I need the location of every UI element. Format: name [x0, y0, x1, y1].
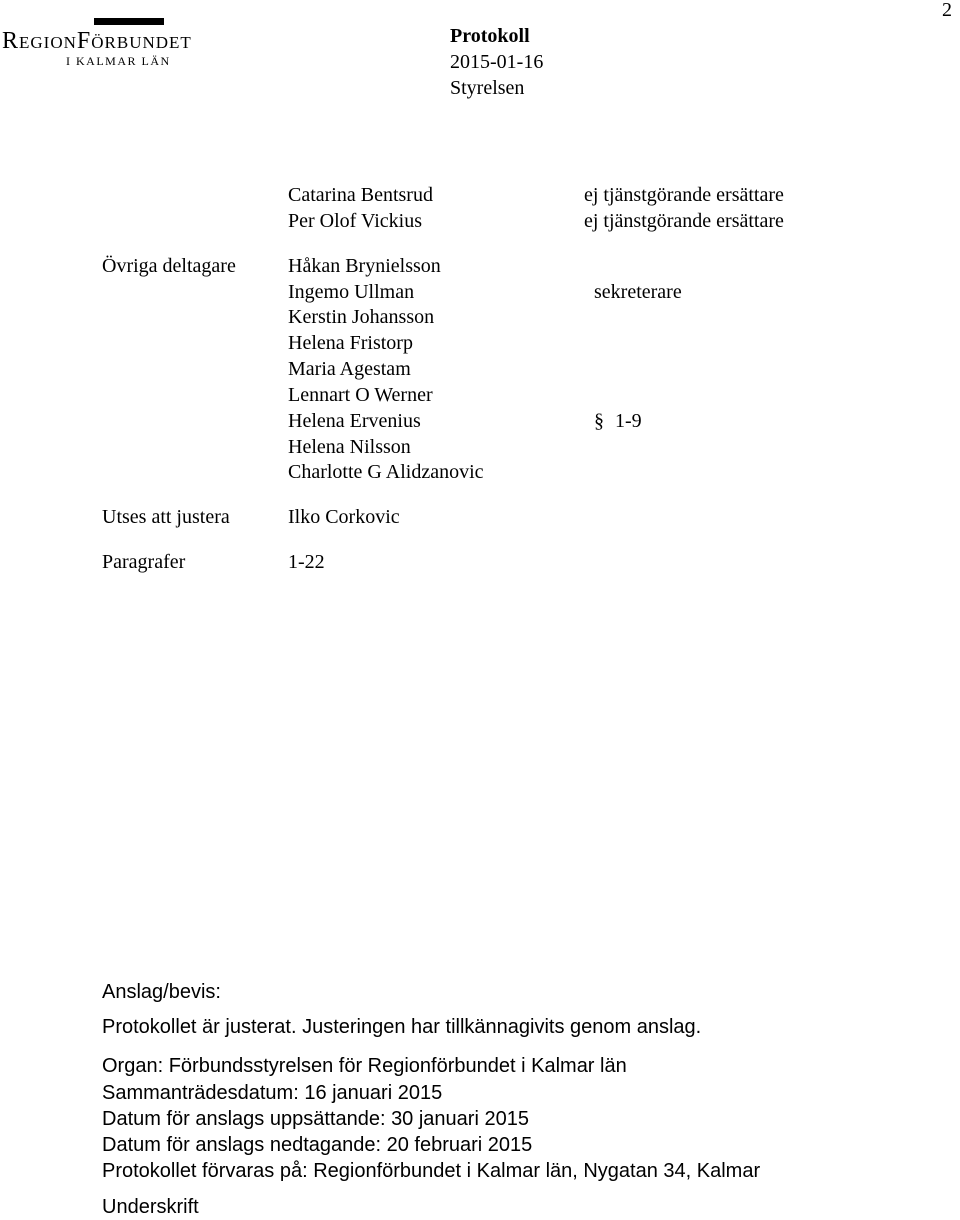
logo-word-forbundet: Förbundet: [76, 28, 192, 54]
participant-name: Ingemo Ullman: [288, 281, 415, 303]
anslag-organ: Organ: Förbundsstyrelsen för Regionförbundet i Kalmar län: [102, 1055, 627, 1077]
anslag-sammantradesdatum: Sammanträdesdatum: 16 januari 2015: [102, 1082, 443, 1104]
participant-name: Helena Nilsson: [288, 436, 411, 458]
regionforbundet-logo: [0, 16, 240, 76]
participant-role: sekreterare: [594, 281, 682, 303]
doc-title: Protokoll: [450, 25, 530, 47]
logo-bar: [94, 18, 164, 25]
participant-section: § 1-9: [594, 410, 642, 432]
member-name-2: Per Olof Vickius: [288, 210, 422, 232]
page-number: 2: [942, 0, 952, 21]
member-role-1: ej tjänstgörande ersättare: [584, 184, 784, 206]
member-role-2: ej tjänstgörande ersättare: [584, 210, 784, 232]
participant-name: Helena Fristorp: [288, 332, 413, 354]
participant-name: Håkan Brynielsson: [288, 255, 441, 277]
anslag-nedtagande: Datum för anslags nedtagande: 20 februari 2015: [102, 1134, 533, 1156]
participant-name: Lennart O Werner: [288, 384, 433, 406]
anslag-forvaras: Protokollet förvaras på: Regionförbundet i Kalmar län, Nygatan 34, Kalmar: [102, 1160, 761, 1182]
participant-name: Maria Agestam: [288, 358, 411, 380]
logo-subtitle: I KALMAR LÄN: [66, 54, 171, 68]
participant-name: Kerstin Johansson: [288, 306, 435, 328]
member-name-1: Catarina Bentsrud: [288, 184, 433, 206]
justera-label: Utses att justera: [102, 506, 230, 528]
doc-date: 2015-01-16: [450, 51, 544, 73]
anslag-uppsattande: Datum för anslags uppsättande: 30 januari 2015: [102, 1108, 529, 1130]
paragrafer-label: Paragrafer: [102, 551, 186, 573]
participant-name: Charlotte G Alidzanovic: [288, 461, 484, 483]
underskrift-label: Underskrift: [102, 1196, 199, 1218]
participant-name: Helena Ervenius: [288, 410, 421, 432]
others-label: Övriga deltagare: [102, 255, 236, 277]
anslag-statement: Protokollet är justerat. Justeringen har tillkännagivits genom anslag.: [102, 1016, 702, 1038]
anslag-heading: Anslag/bevis:: [102, 981, 221, 1003]
justera-name: Ilko Corkovic: [288, 506, 400, 528]
doc-body: Styrelsen: [450, 77, 525, 99]
logo-word-region: Region: [2, 28, 77, 54]
paragrafer-value: 1-22: [288, 551, 325, 573]
